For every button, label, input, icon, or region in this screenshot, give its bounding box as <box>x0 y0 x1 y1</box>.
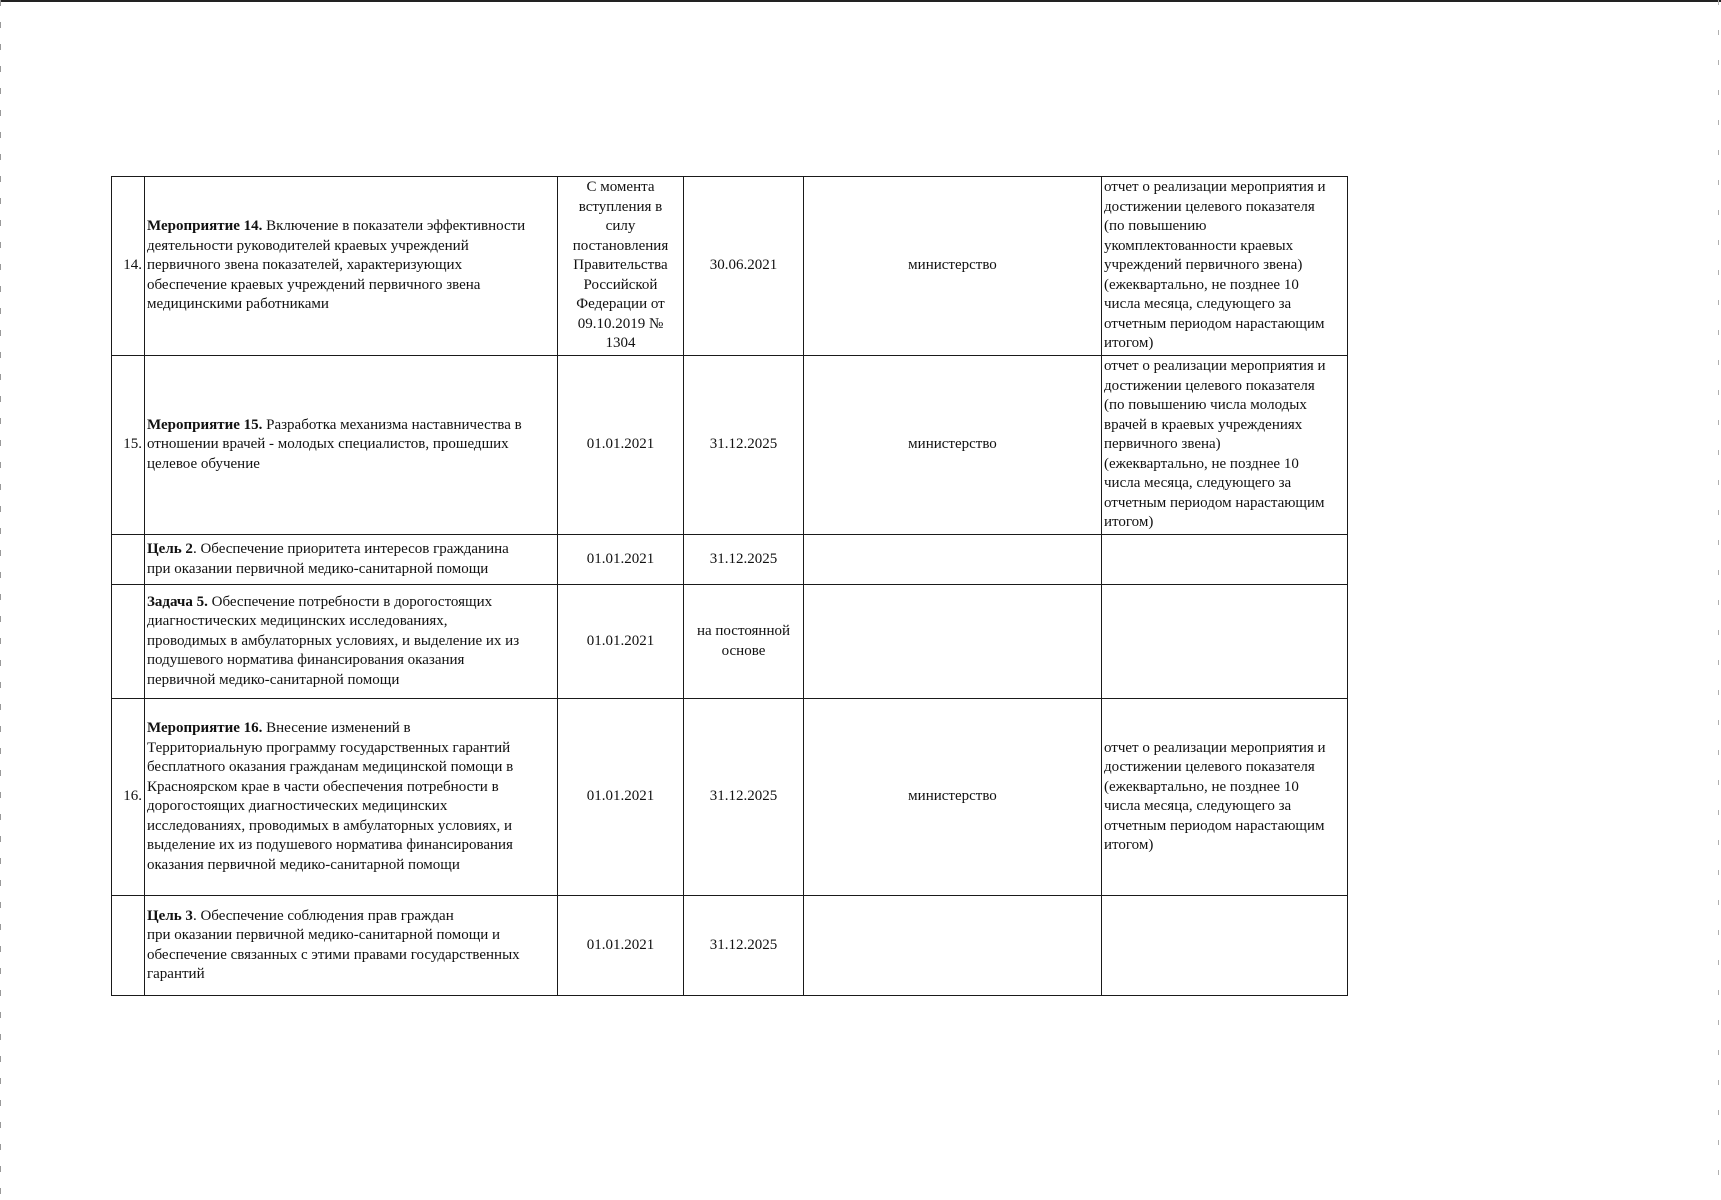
activity-name-line: первичного звена показателей, характеризующих <box>147 257 463 274</box>
activity-name-line: проводимых в амбулаторных условиях, и выделение их из <box>147 632 520 649</box>
activity-title-bold: Цель 2 <box>147 541 193 557</box>
activity-name-line <box>147 719 555 739</box>
result-cell <box>1102 177 1348 356</box>
activity-name-text: Обеспечение потребности в дорогостоящих <box>207 593 493 610</box>
result-line: числа месяца, следующего за <box>1104 475 1292 492</box>
result-line: (ежеквартально, не позднее 10 <box>1104 778 1299 795</box>
activity-name-line: обеспечение связанных с этими правами государственных <box>147 946 520 963</box>
activity-name-line: целевое обучение <box>147 455 260 472</box>
activity-name-line: гарантий <box>147 966 205 982</box>
activity-name-line <box>147 540 555 560</box>
activity-name-line: медицинскими работниками <box>147 296 329 313</box>
activity-name-line: бесплатного оказания гражданам медицинской помощи в <box>147 759 514 775</box>
activity-name-line <box>147 593 555 613</box>
result-line: достижении целевого показателя <box>1104 198 1315 215</box>
result-line: учреждений первичного звена) <box>1104 257 1303 274</box>
row-number: 16. <box>112 699 145 896</box>
activity-name-line: подушевого норматива финансирования оказания <box>147 652 465 669</box>
result-line: отчет о реализации мероприятия и <box>1104 179 1326 196</box>
table-row <box>112 699 1348 896</box>
activity-title-bold: Мероприятие 16. <box>147 720 263 736</box>
activity-name-line: оказания первичной медико-санитарной помощи <box>147 856 460 873</box>
activity-name-line: дорогостоящих диагностических медицинских <box>147 798 448 814</box>
start-date-line: 09.10.2019 № <box>577 315 664 332</box>
result-line: отчет о реализации мероприятия и <box>1104 739 1326 756</box>
end-date-cell: 31.12.2025 <box>684 896 804 996</box>
activity-name-line <box>147 217 555 237</box>
activity-name-line: Территориальную программу государственных гарантий <box>147 739 511 756</box>
table-row <box>112 585 1348 699</box>
start-date-line: 1304 <box>605 335 636 352</box>
start-date-cell <box>558 356 684 535</box>
start-date-line: Федерации от <box>576 296 665 313</box>
activity-name-cell <box>145 585 558 699</box>
activity-name-line: отношении врачей - молодых специалистов, прошедших <box>147 436 509 453</box>
result-cell <box>1102 535 1348 585</box>
executor-cell <box>804 896 1102 996</box>
activities-table-body <box>112 177 1348 996</box>
activity-name-text: Включение в показатели эффективности <box>262 218 526 235</box>
activity-title-bold: Мероприятие 14. <box>147 218 263 235</box>
start-date-line: постановления <box>572 237 669 254</box>
start-date-cell <box>558 585 684 699</box>
result-line: отчетным периодом нарастающим <box>1104 315 1325 332</box>
activity-name-text: . Обеспечение приоритета интересов гражданина <box>192 541 509 557</box>
activity-title-bold: Цель 3 <box>147 907 193 924</box>
executor-cell <box>804 585 1102 699</box>
start-date-line: Российской <box>583 276 658 293</box>
start-date-line: вступления в <box>578 198 663 215</box>
activity-name-line <box>147 907 555 927</box>
activity-name-line: при оказании первичной медико-санитарной помощи <box>147 560 489 577</box>
scan-left-edge <box>0 0 1 1200</box>
start-date-line: С момента <box>586 179 655 196</box>
start-date-cell <box>558 699 684 896</box>
result-line: достижении целевого показателя <box>1104 759 1315 775</box>
activity-title-bold: Задача 5. <box>147 593 208 610</box>
start-date-line: 01.01.2021 <box>586 788 655 805</box>
scan-right-edge <box>1718 0 1719 1200</box>
result-line: итогом) <box>1104 335 1154 352</box>
result-line: отчетным периодом нарастающим <box>1104 817 1325 834</box>
start-date-line: 01.01.2021 <box>586 550 655 567</box>
activity-name-text: . Обеспечение соблюдения прав граждан <box>192 907 454 924</box>
activity-name-cell <box>145 535 558 585</box>
activity-name-cell <box>145 896 558 996</box>
result-line: итогом) <box>1104 837 1154 853</box>
result-line: отчет о реализации мероприятия и <box>1104 358 1326 375</box>
result-line: числа месяца, следующего за <box>1104 296 1292 313</box>
result-line: числа месяца, следующего за <box>1104 798 1292 814</box>
result-line: (ежеквартально, не позднее 10 <box>1104 276 1299 293</box>
table-row <box>112 177 1348 356</box>
scan-top-edge <box>0 0 1721 2</box>
result-line: итогом) <box>1104 514 1154 531</box>
row-number: 15. <box>112 356 145 535</box>
activities-table <box>111 176 1348 996</box>
executor-cell <box>804 535 1102 585</box>
result-cell <box>1102 699 1348 896</box>
activity-name-line: при оказании первичной медико-санитарной помощи и <box>147 927 501 943</box>
table-row <box>112 535 1348 585</box>
start-date-line: 01.01.2021 <box>586 632 655 649</box>
end-date-cell: 31.12.2025 <box>684 535 804 585</box>
row-number: 14. <box>112 177 145 356</box>
result-cell <box>1102 896 1348 996</box>
result-line: (по повышению числа молодых <box>1104 397 1307 414</box>
row-number <box>112 585 145 699</box>
executor-cell: министерство <box>804 177 1102 356</box>
row-number <box>112 896 145 996</box>
end-date-cell: 31.12.2025 <box>684 356 804 535</box>
result-line: отчетным периодом нарастающим <box>1104 494 1325 511</box>
result-line: первичного звена) <box>1104 436 1221 453</box>
start-date-cell <box>558 177 684 356</box>
activity-name-line: деятельности руководителей краевых учреждений <box>147 237 469 254</box>
activity-name-line: первичной медико-санитарной помощи <box>147 671 400 688</box>
start-date-cell <box>558 535 684 585</box>
activity-name-cell <box>145 356 558 535</box>
start-date-line: Правительства <box>573 257 668 274</box>
activity-name-line <box>147 416 555 436</box>
result-line: укомплектованности краевых <box>1104 237 1294 254</box>
activity-name-text: Разработка механизма наставничества в <box>262 416 522 433</box>
start-date-cell <box>558 896 684 996</box>
activity-name-line: диагностических медицинских исследованиях, <box>147 613 448 630</box>
end-date-cell: 31.12.2025 <box>684 699 804 896</box>
executor-cell: министерство <box>804 356 1102 535</box>
result-line: достижении целевого показателя <box>1104 377 1315 394</box>
activity-title-bold: Мероприятие 15. <box>147 416 263 433</box>
result-line: (по повышению <box>1104 218 1207 235</box>
end-date-cell: 30.06.2021 <box>684 177 804 356</box>
result-line: врачей в краевых учреждениях <box>1104 416 1303 433</box>
activity-name-text: Внесение изменений в <box>262 720 411 736</box>
result-cell <box>1102 585 1348 699</box>
table-row <box>112 896 1348 996</box>
activity-name-line: Красноярском крае в части обеспечения потребности в <box>147 778 499 795</box>
activity-name-line: выделение их из подушевого норматива финансирования <box>147 837 513 853</box>
executor-cell: министерство <box>804 699 1102 896</box>
result-cell <box>1102 356 1348 535</box>
activity-name-line: исследованиях, проводимых в амбулаторных условиях, и <box>147 817 513 834</box>
start-date-line: силу <box>605 218 636 235</box>
activity-name-cell <box>145 177 558 356</box>
start-date-line: 01.01.2021 <box>586 936 655 953</box>
result-line: (ежеквартально, не позднее 10 <box>1104 455 1299 472</box>
activity-name-cell <box>145 699 558 896</box>
start-date-line: 01.01.2021 <box>586 436 655 453</box>
end-date-cell: на постоянной основе <box>684 585 804 699</box>
table-row <box>112 356 1348 535</box>
activity-name-line: обеспечение краевых учреждений первичного звена <box>147 276 481 293</box>
row-number <box>112 535 145 585</box>
